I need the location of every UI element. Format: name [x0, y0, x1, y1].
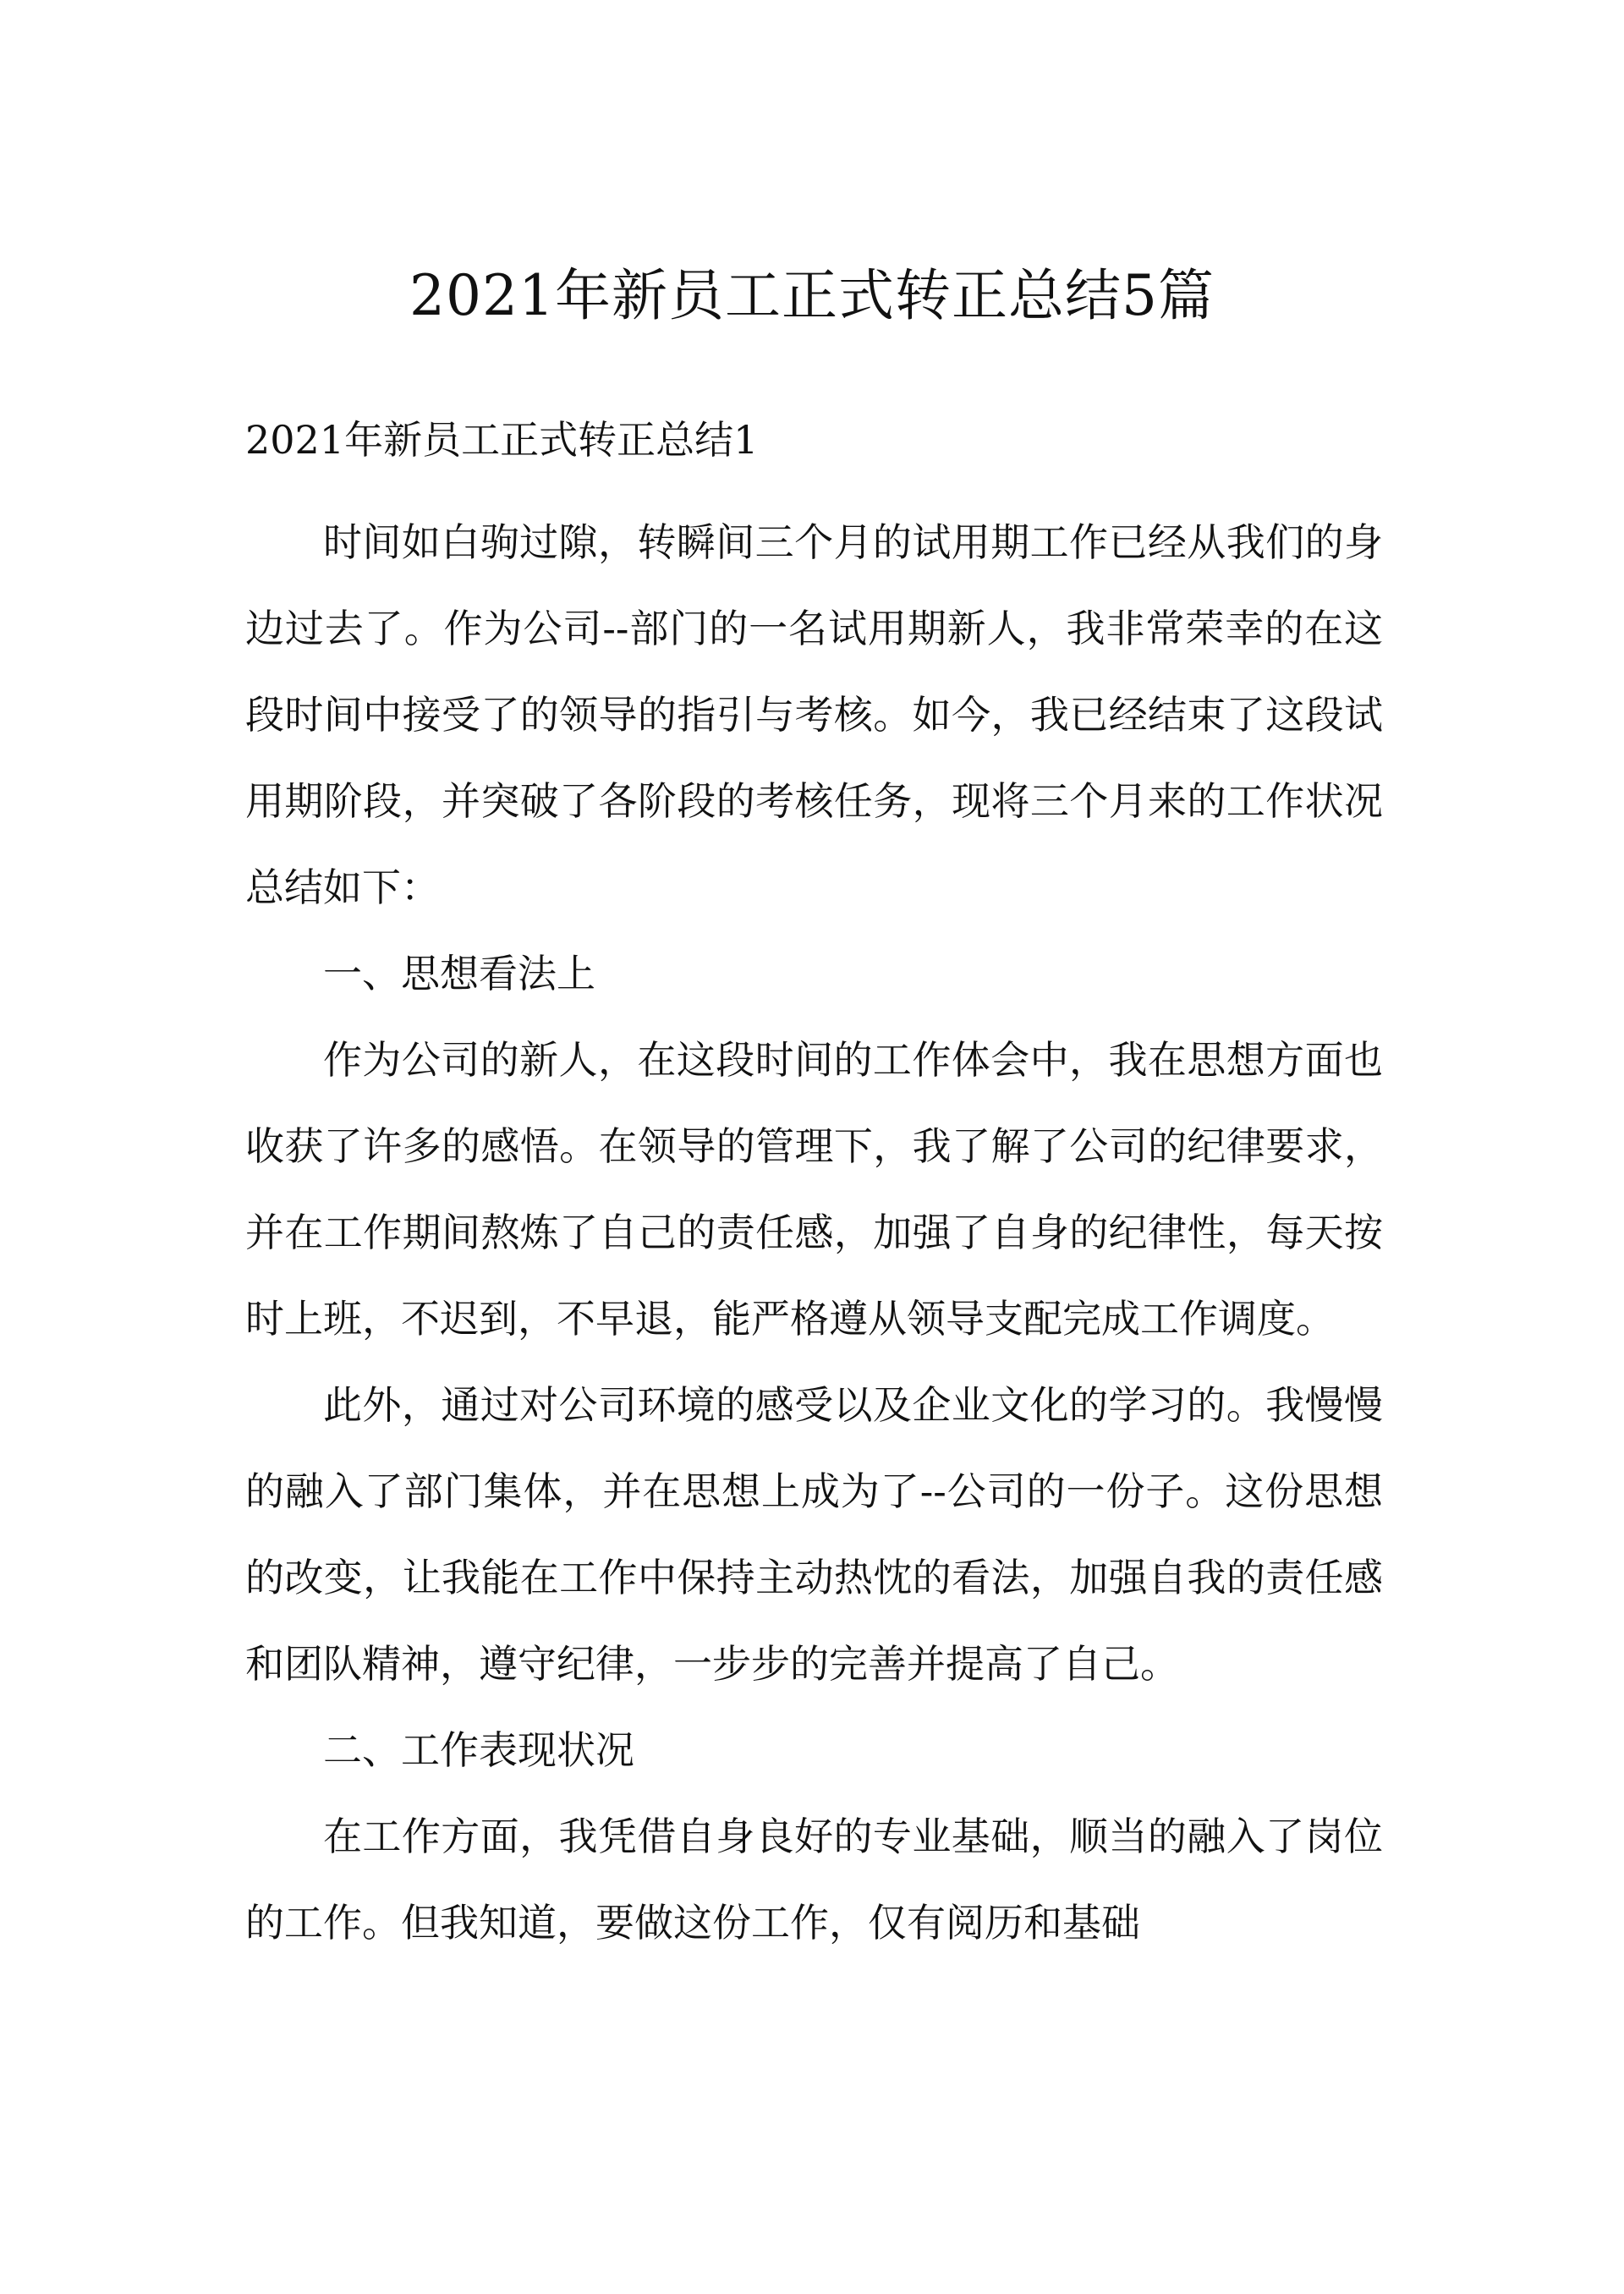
heading-work: 二、工作表现状况: [323, 1727, 634, 1773]
paragraph-intro: 时间如白驹过隙，转瞬间三个月的试用期工作已经从我们的身边过去了。作为公司--部门的一名试用期新人，我非常荣幸的在这段时间中接受了的领导的指引与考核。如今，我已经结束了这段试用期阶段，并突破了各阶段的考核任务，现将三个月来的工作状况总结如下：: [245, 519, 1383, 910]
paragraph-work: 在工作方面，我凭借自身良好的专业基础，顺当的融入了岗位的工作。但我知道，要做这份工作，仅有阅历和基础: [245, 1814, 1383, 1946]
document-body: [245, 499, 1383, 1966]
paragraph-culture: 此外，通过对公司环境的感受以及企业文化的学习的。我慢慢的融入了部门集体，并在思想上成为了--公司的一份子。这份思想的改变，让我能在工作中保持主动热忱的看法，加强自我的责任感和团队精神，遵守纪律，一步步的完善并提高了自己。: [245, 1382, 1383, 1687]
section-subtitle: 2021年新员工正式转正总结1: [245, 417, 759, 463]
heading-thought: 一、思想看法上: [323, 951, 595, 996]
document-title: 2021年新员工正式转正总结5篇: [409, 263, 1215, 328]
paragraph-thought: 作为公司的新人，在这段时间的工作体会中，我在思想方面也收获了许多的感悟。在领导的管理下，我了解了公司的纪律要求，并在工作期间熬炼了自己的责任感，加强了自身的纪律性，每天按时上班，不迟到，不早退，能严格遵从领导支配完成工作调度。: [245, 1037, 1383, 1342]
